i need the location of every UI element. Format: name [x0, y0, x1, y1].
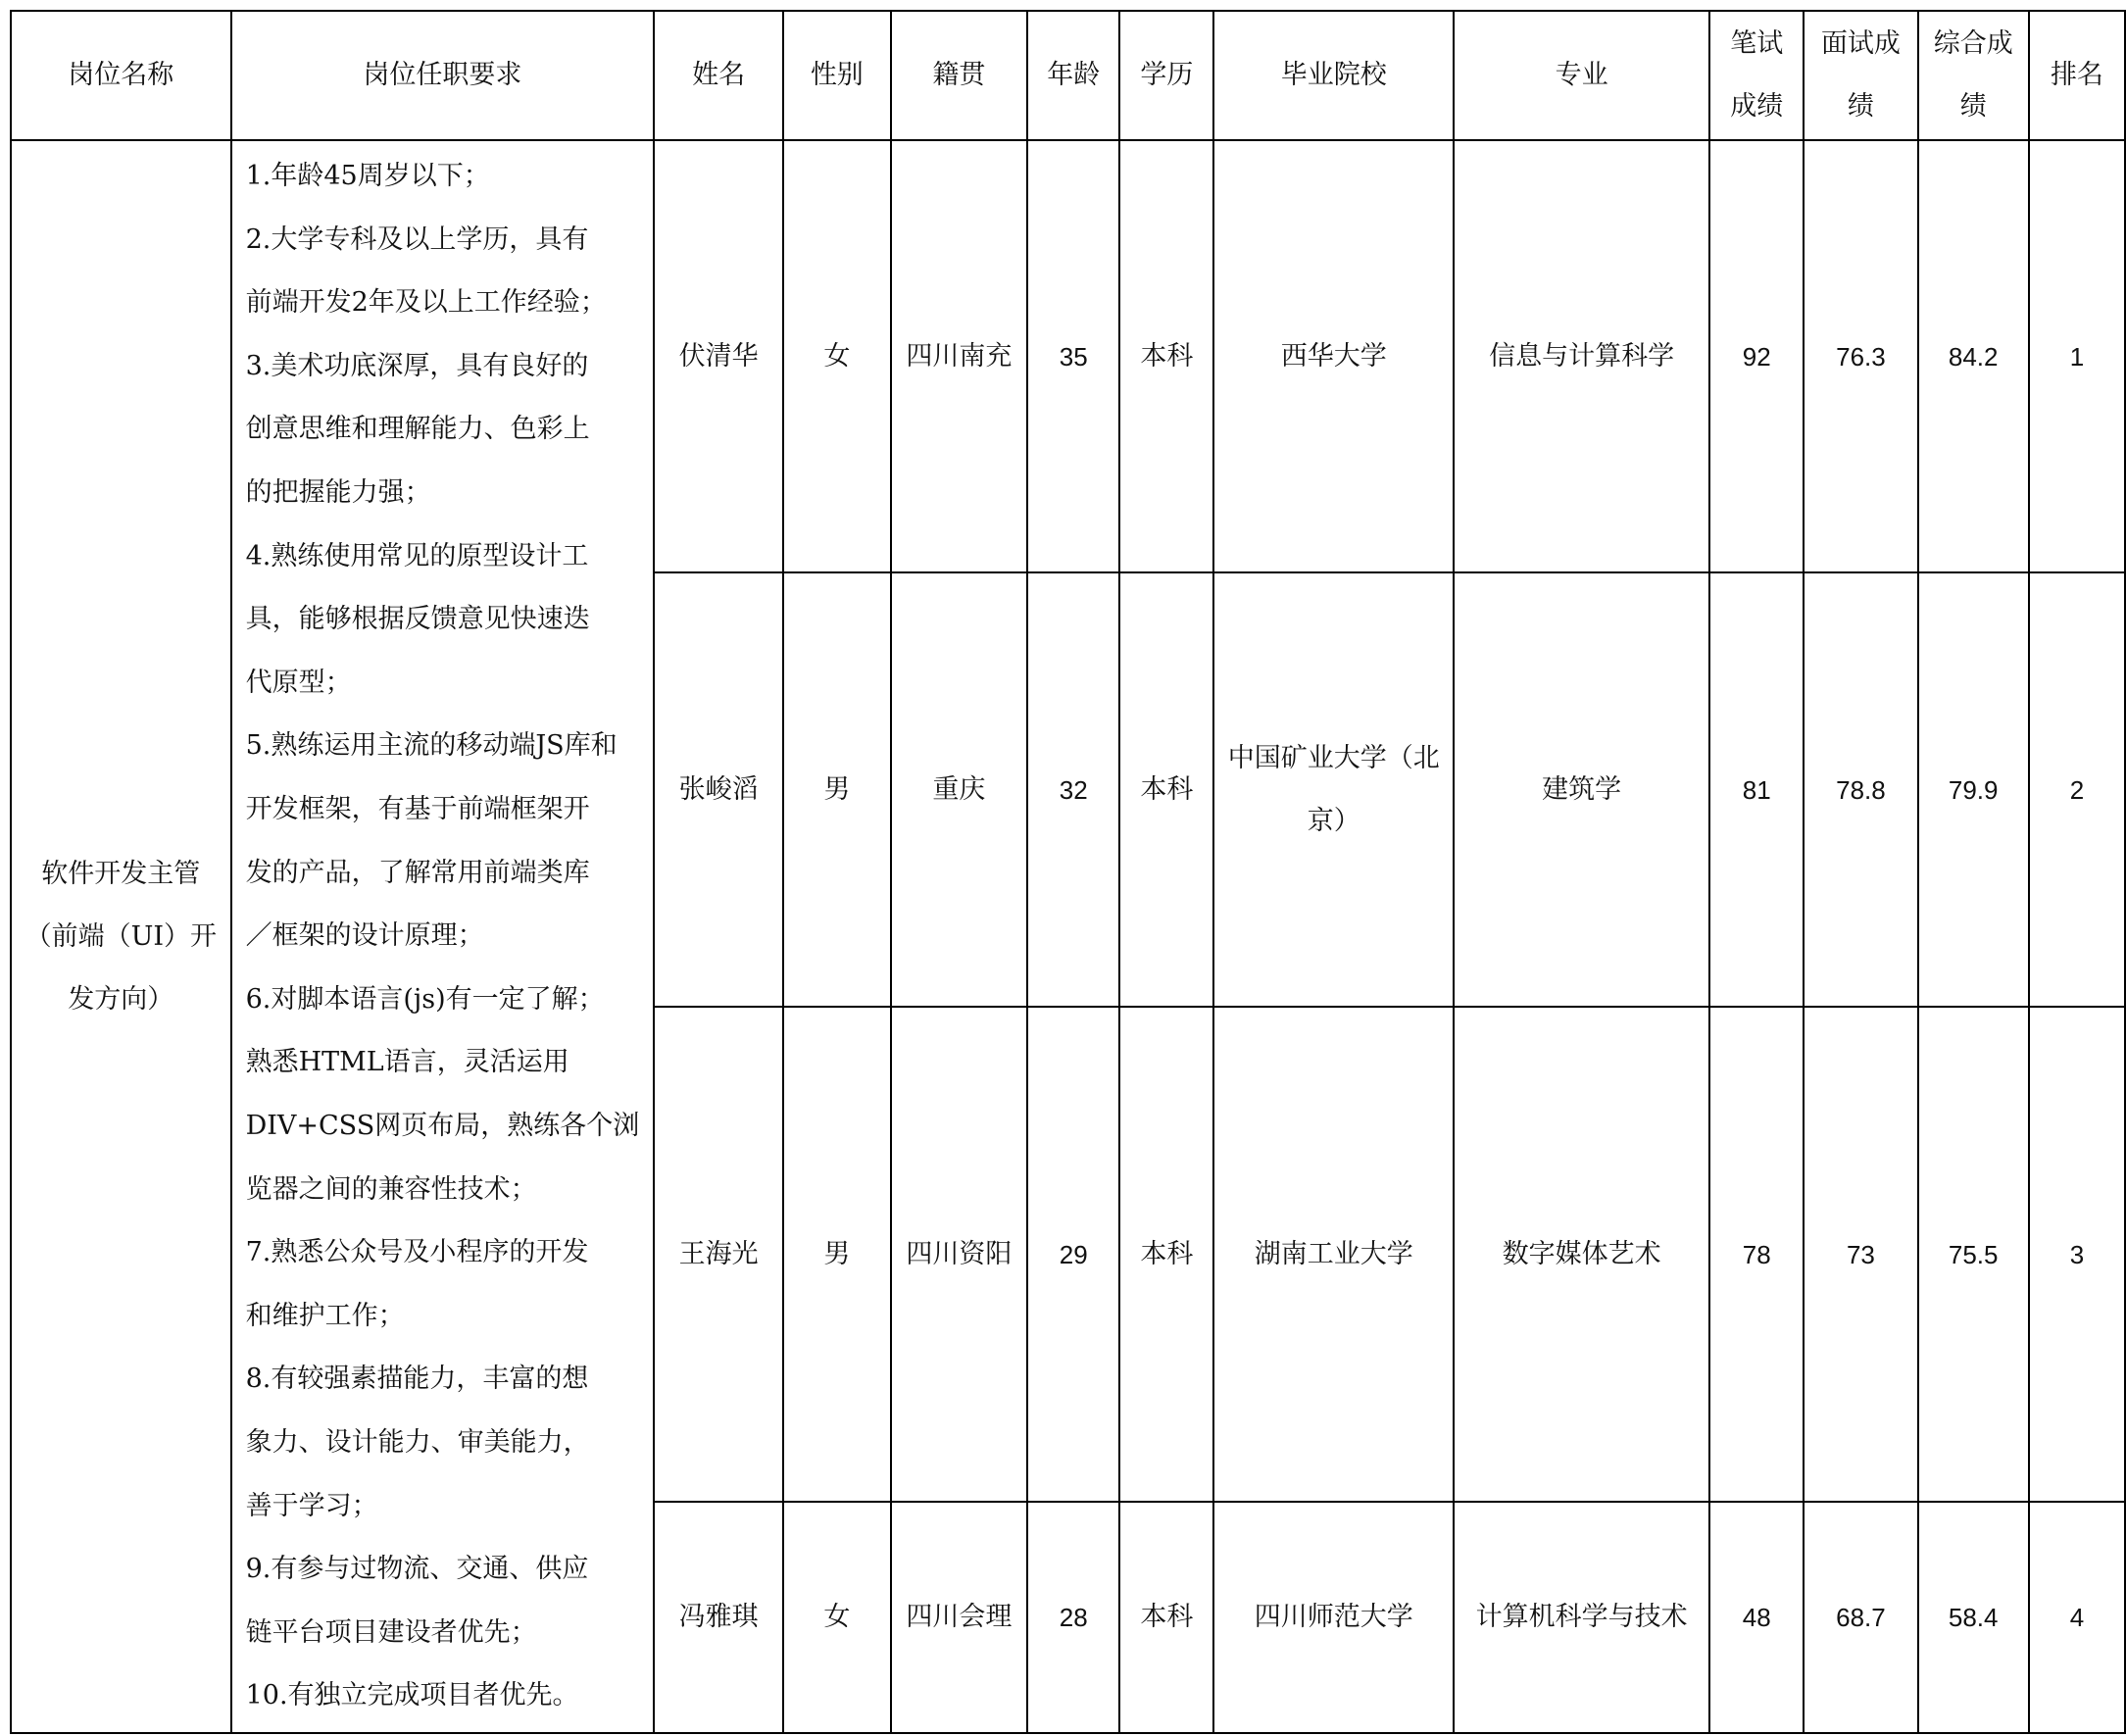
candidate-total-score: 58.4 — [1918, 1502, 2029, 1733]
header-gender-label: 性别 — [810, 60, 864, 90]
candidate-major: 建筑学 — [1454, 572, 1709, 1007]
candidate-school — [1213, 1007, 1454, 1502]
candidate-education: 本科 — [1119, 140, 1213, 572]
header-origin-label: 籍贯 — [932, 60, 986, 90]
requirement-line: 具，能够根据反馈意见快速迭 — [245, 604, 590, 635]
requirements-cell — [231, 140, 655, 1733]
requirement-line: 熟悉HTML语言，灵活运用 — [245, 1047, 569, 1078]
requirement-line: ／框架的设计原理； — [245, 920, 484, 952]
header-written-line-1: 笔试 — [1730, 28, 1784, 59]
requirement-line: 8.有较强素描能力，丰富的想 — [245, 1364, 589, 1395]
header-total-line-2: 绩 — [1959, 91, 1987, 122]
requirement-line: 发的产品，了解常用前端类库 — [245, 857, 590, 888]
candidate-name: 冯雅琪 — [654, 1502, 783, 1733]
candidate-origin: 四川南充 — [891, 140, 1028, 572]
candidate-total-score: 75.5 — [1918, 1007, 2029, 1502]
header-major-label: 专业 — [1555, 60, 1608, 90]
header-position-label: 岗位名称 — [68, 60, 174, 90]
header-total-line-1: 综合成 — [1933, 28, 2013, 59]
header-origin — [891, 11, 1028, 140]
candidate-major: 数字媒体艺术 — [1454, 1007, 1709, 1502]
candidate-school-line-1: 四川师范大学 — [1254, 1602, 1413, 1632]
candidate-age: 29 — [1027, 1007, 1119, 1502]
requirement-line: 前端开发2年及以上工作经验； — [245, 287, 607, 319]
requirement-line: 开发框架，有基于前端框架开 — [245, 794, 590, 825]
header-name — [654, 11, 783, 140]
candidate-gender: 男 — [783, 572, 891, 1007]
candidate-name: 王海光 — [654, 1007, 783, 1502]
header-position — [11, 11, 231, 140]
candidate-age: 35 — [1027, 140, 1119, 572]
candidate-rank: 2 — [2029, 572, 2125, 1007]
candidate-school-line-1: 湖南工业大学 — [1254, 1238, 1413, 1269]
candidate-gender: 女 — [783, 1502, 891, 1733]
candidate-rank: 3 — [2029, 1007, 2125, 1502]
requirement-line: 3.美术功底深厚，具有良好的 — [245, 350, 589, 381]
header-education-label: 学历 — [1140, 60, 1194, 90]
position-line-3: 发方向） — [68, 983, 174, 1015]
candidate-origin: 重庆 — [891, 572, 1028, 1007]
candidate-education: 本科 — [1119, 572, 1213, 1007]
requirement-line: DIV+CSS网页布局，熟练各个浏 — [245, 1110, 640, 1141]
header-interview-line-2: 绩 — [1847, 91, 1874, 122]
header-requirements — [231, 11, 655, 140]
requirement-line: 9.有参与过物流、交通、供应 — [245, 1554, 589, 1585]
requirement-line: 象力、设计能力、审美能力， — [245, 1426, 590, 1458]
candidate-name: 伏清华 — [654, 140, 783, 572]
candidate-interview-score: 68.7 — [1804, 1502, 1917, 1733]
requirement-line: 的把握能力强； — [245, 477, 431, 509]
header-row — [11, 11, 2125, 140]
candidate-written-score: 92 — [1709, 140, 1804, 572]
candidate-interview-score: 73 — [1804, 1007, 1917, 1502]
candidate-school — [1213, 140, 1454, 572]
candidate-age: 28 — [1027, 1502, 1119, 1733]
candidate-name: 张峻滔 — [654, 572, 783, 1007]
candidate-origin: 四川资阳 — [891, 1007, 1028, 1502]
candidate-school-line-2: 京） — [1307, 805, 1360, 836]
header-rank-label: 排名 — [2050, 60, 2103, 90]
table-row — [11, 140, 2125, 572]
header-interview — [1804, 11, 1917, 140]
candidate-total-score: 79.9 — [1918, 572, 2029, 1007]
header-total — [1918, 11, 2029, 140]
candidate-school — [1213, 1502, 1454, 1733]
header-written — [1709, 11, 1804, 140]
candidate-interview-score: 78.8 — [1804, 572, 1917, 1007]
requirement-line: 链平台项目建设者优先； — [245, 1616, 537, 1648]
requirement-line: 创意思维和理解能力、色彩上 — [245, 414, 590, 445]
position-cell — [11, 140, 231, 1733]
requirement-line: 5.熟练运用主流的移动端JS库和 — [245, 730, 618, 762]
header-education — [1119, 11, 1213, 140]
candidate-education: 本科 — [1119, 1007, 1213, 1502]
candidate-written-score: 78 — [1709, 1007, 1804, 1502]
header-rank — [2029, 11, 2125, 140]
candidate-major: 计算机科学与技术 — [1454, 1502, 1709, 1733]
candidate-education: 本科 — [1119, 1502, 1213, 1733]
candidate-written-score: 81 — [1709, 572, 1804, 1007]
candidate-gender: 男 — [783, 1007, 891, 1502]
requirement-line: 代原型； — [245, 667, 352, 698]
header-written-line-2: 成绩 — [1730, 91, 1784, 122]
requirement-line: 览器之间的兼容性技术； — [245, 1173, 537, 1205]
position-line-1: 软件开发主管 — [41, 858, 201, 889]
candidate-rank: 1 — [2029, 140, 2125, 572]
header-age-label: 年龄 — [1047, 60, 1101, 90]
candidate-rank: 4 — [2029, 1502, 2125, 1733]
header-interview-line-1: 面试成 — [1820, 28, 1901, 59]
requirement-line: 10.有独立完成项目者优先。 — [245, 1680, 579, 1711]
header-school — [1213, 11, 1454, 140]
requirement-line: 7.熟悉公众号及小程序的开发 — [245, 1237, 589, 1268]
header-major — [1454, 11, 1709, 140]
header-gender — [783, 11, 891, 140]
candidate-written-score: 48 — [1709, 1502, 1804, 1733]
candidate-gender: 女 — [783, 140, 891, 572]
candidate-total-score: 84.2 — [1918, 140, 2029, 572]
header-requirements-label: 岗位任职要求 — [363, 60, 522, 90]
position-line-2: （前端（UI）开 — [25, 920, 217, 952]
candidate-origin: 四川会理 — [891, 1502, 1028, 1733]
requirement-line: 4.熟练使用常见的原型设计工 — [245, 540, 589, 571]
candidate-school — [1213, 572, 1454, 1007]
candidate-major: 信息与计算科学 — [1454, 140, 1709, 572]
header-school-label: 毕业院校 — [1280, 60, 1387, 90]
requirement-line: 6.对脚本语言(js)有一定了解； — [245, 983, 605, 1015]
requirement-line: 1.年龄45周岁以下； — [245, 161, 490, 192]
candidate-school-line-1: 中国矿业大学（北 — [1227, 742, 1440, 773]
header-age — [1027, 11, 1119, 140]
recruitment-score-table — [10, 10, 2126, 1734]
requirement-line: 2.大学专科及以上学历，具有 — [245, 223, 589, 255]
requirement-line: 善于学习； — [245, 1490, 378, 1521]
requirement-line: 和维护工作； — [245, 1300, 405, 1331]
candidate-school-line-1: 西华大学 — [1280, 340, 1387, 372]
candidate-age: 32 — [1027, 572, 1119, 1007]
candidate-interview-score: 76.3 — [1804, 140, 1917, 572]
header-name-label: 姓名 — [692, 60, 746, 90]
